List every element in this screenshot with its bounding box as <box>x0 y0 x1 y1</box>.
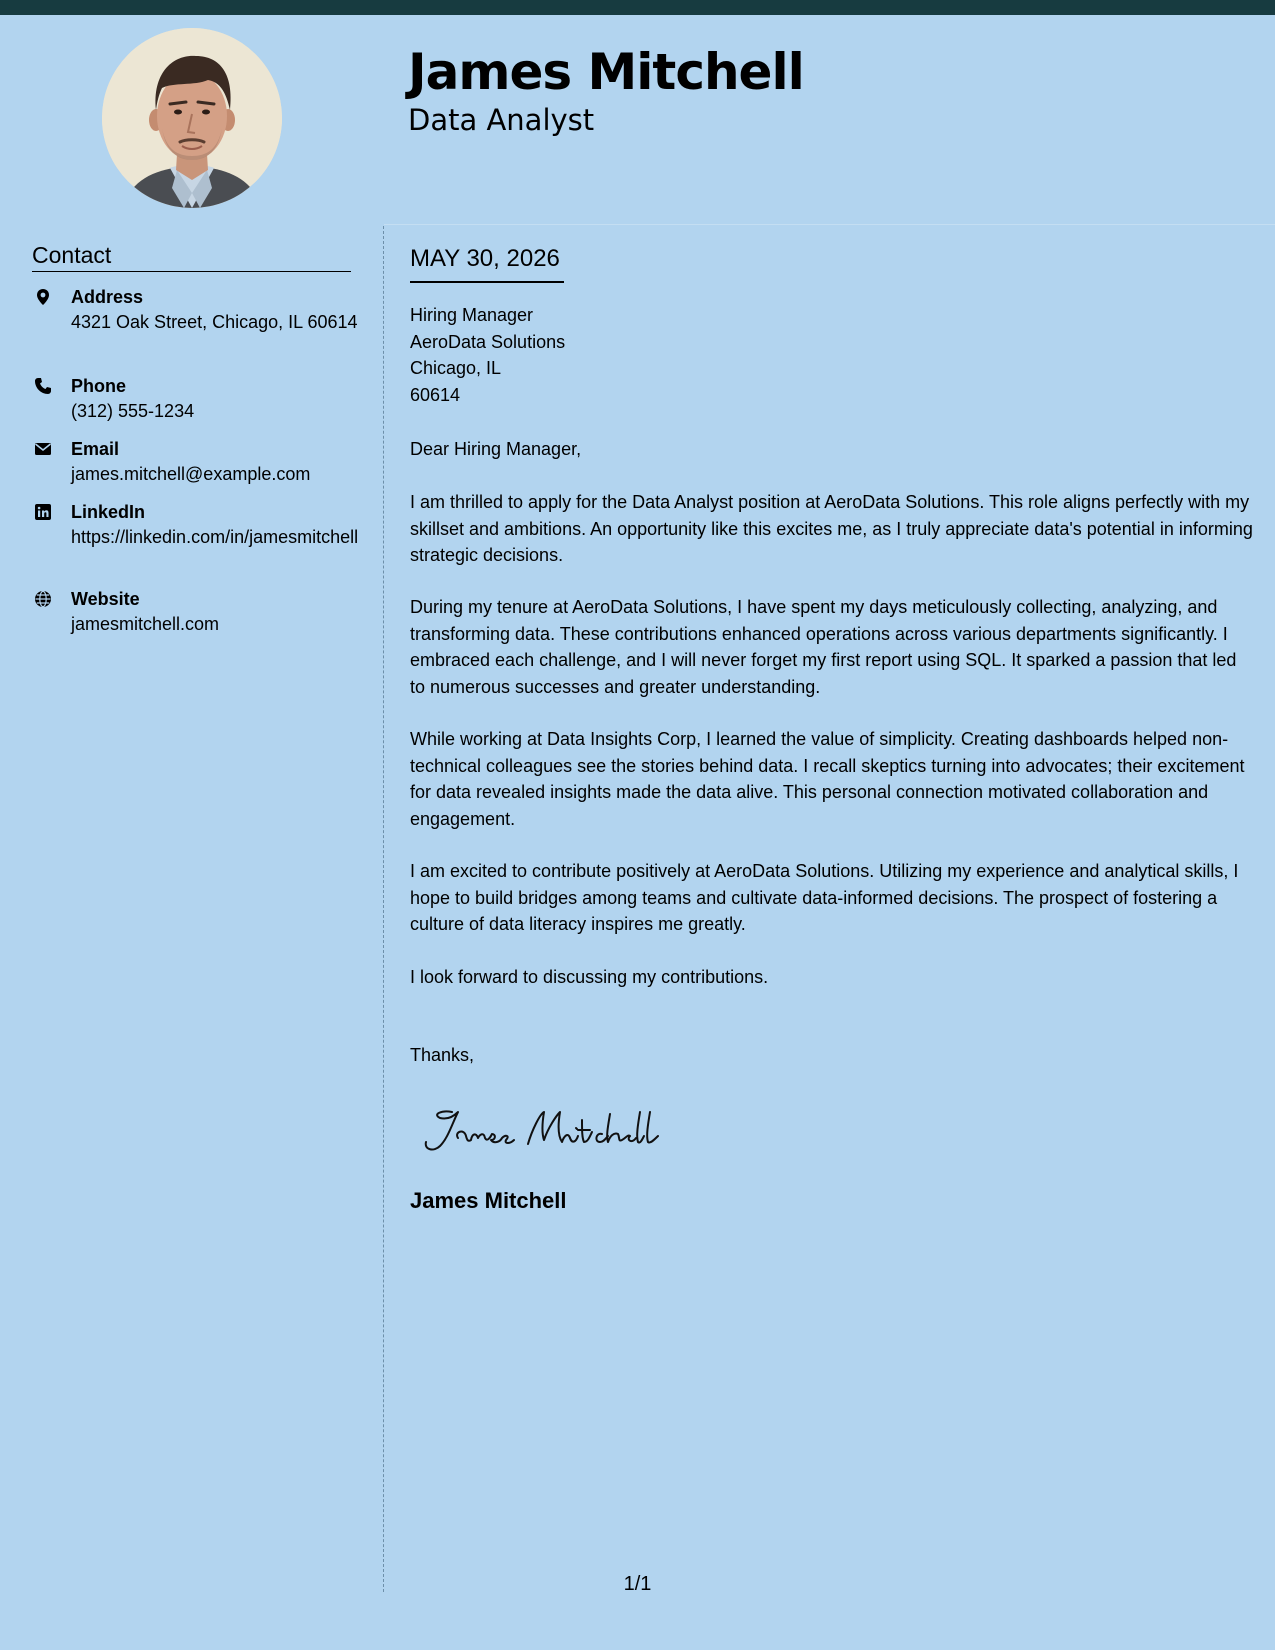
closing: Thanks, <box>410 1045 475 1065</box>
contact-heading: Contact <box>32 242 112 268</box>
letter-paragraph: During my tenure at AeroData Solutions, I have spent my days meticulously collecting, analyzing, and transforming data. These contributions enhanced operations across various departments significantly. I embraced each challenge, and I will never forget my first report using SQL. It sparked a passion that led to numerous successes and greater understanding. <box>410 597 1237 697</box>
contact-email-value: james.mitchell@example.com <box>71 464 311 484</box>
recipient-line: 60614 <box>410 384 461 405</box>
letter-paragraph: I look forward to discussing my contributions. <box>410 967 769 987</box>
letter-date: MAY 30, 2026 <box>410 245 560 272</box>
contact-website-label: Website <box>71 589 140 609</box>
date-underline <box>410 281 564 283</box>
recipient-line: Hiring Manager <box>410 305 534 325</box>
globe-icon <box>34 590 52 608</box>
recipient-line: AeroData Solutions <box>410 331 566 352</box>
linkedin-icon <box>34 503 52 521</box>
contact-email-label: Email <box>71 439 120 459</box>
letter-paragraph: I am excited to contribute positively at AeroData Solutions. Utilizing my experience and analytical skills, I hope to build bridges among teams and cultivate data-informed decisions. The prospect of fostering a culture of data literacy inspires me greatly. <box>410 861 1239 934</box>
contact-linkedin-label: LinkedIn <box>71 502 146 522</box>
recipient-block <box>410 302 565 408</box>
top-bar <box>0 0 1275 15</box>
contact-address-label: Address <box>71 287 144 307</box>
header-divider <box>384 224 1275 225</box>
contact-heading-rule <box>32 271 351 272</box>
contact-phone-label: Phone <box>71 376 127 396</box>
contact-address-value: 4321 Oak Street, Chicago, IL 60614 <box>71 312 358 332</box>
column-divider <box>383 226 384 1592</box>
map-pin-icon <box>34 288 52 306</box>
letter-paragraph: While working at Data Insights Corp, I learned the value of simplicity. Creating dashboards helped non-technical colleagues see the stories behind data. I recall skeptics turning into advocates; their excitement for data revealed insights made the data alive. This personal connection motivated collaboration and engagement. <box>410 729 1245 829</box>
recipient-line: Chicago, IL <box>410 358 502 378</box>
phone-icon <box>34 377 52 395</box>
profile-photo <box>102 28 282 208</box>
envelope-icon <box>34 440 52 458</box>
contact-website-value[interactable]: jamesmitchell.com <box>71 614 220 634</box>
signature-image <box>418 1100 678 1160</box>
contact-phone-value: (312) 555-1234 <box>71 401 195 421</box>
applicant-title: Data Analyst <box>408 103 595 137</box>
letter-paragraph: I am thrilled to apply for the Data Analyst position at AeroData Solutions. This role aligns perfectly with my skillset and ambitions. An opportunity like this excites me, as I truly appreciate data's potential in informing strategic decisions. <box>410 492 1253 565</box>
page-number: 1/1 <box>623 1573 652 1595</box>
applicant-name: James Mitchell <box>408 43 804 101</box>
contact-linkedin-value[interactable]: https://linkedin.com/in/jamesmitchell <box>71 527 359 547</box>
salutation: Dear Hiring Manager, <box>410 439 582 459</box>
signer-name: James Mitchell <box>410 1188 567 1213</box>
